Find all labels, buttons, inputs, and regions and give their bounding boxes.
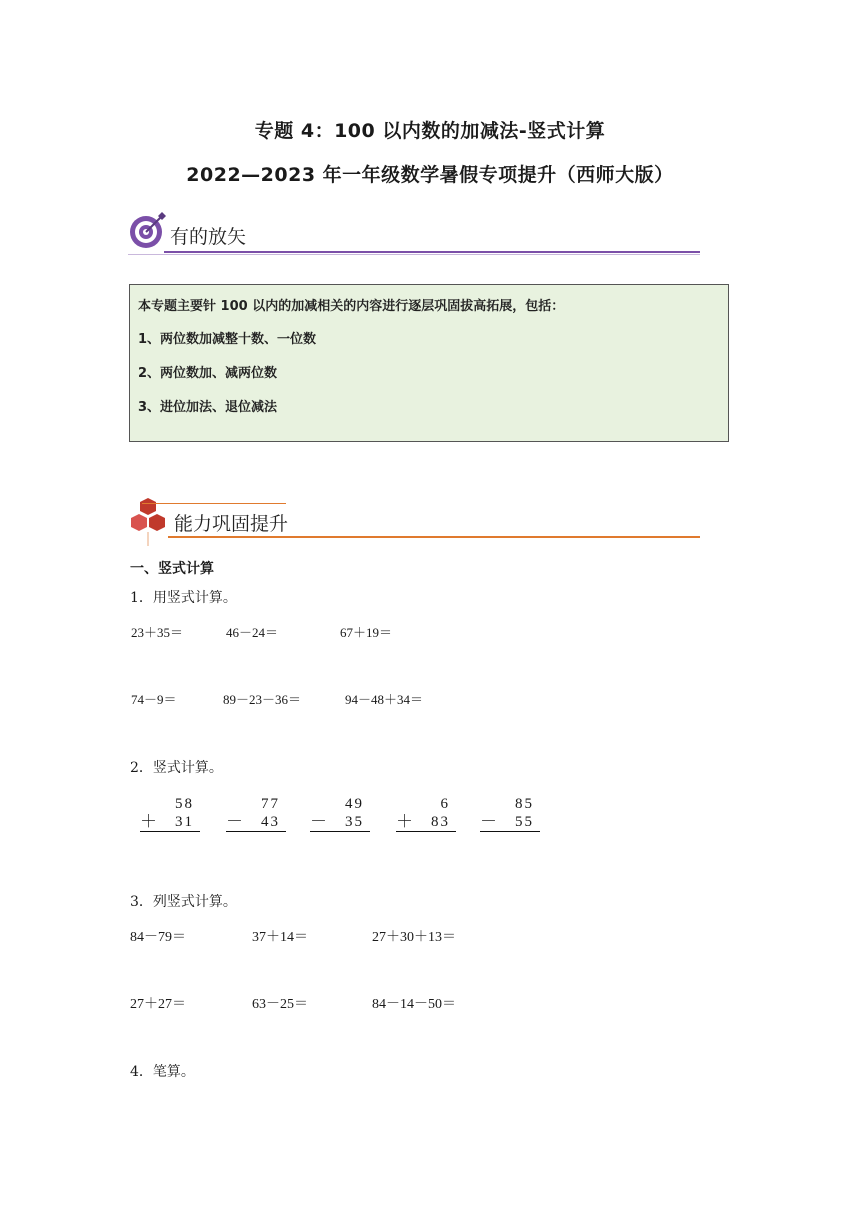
equation: 84－79＝	[130, 930, 186, 945]
page-title: 专题 4：100 以内数的加减法-竖式计算	[254, 120, 606, 142]
section-heading: 一、竖式计算	[130, 561, 214, 577]
target-icon	[128, 210, 168, 250]
vertical-top-number: 77	[261, 796, 280, 812]
equation: 74－9＝	[131, 692, 177, 707]
vertical-bottom-number: 35	[345, 814, 364, 830]
equation: 94－48＋34＝	[345, 692, 424, 707]
question-4-prompt: 4．笔算。	[130, 1064, 195, 1080]
banner-practice-rule	[168, 536, 700, 538]
equation: 46－24＝	[226, 625, 279, 640]
equation: 27＋27＝	[130, 997, 186, 1012]
summary-line: 1、两位数加减整十数、一位数	[138, 332, 317, 347]
vertical-bottom-number: 43	[261, 814, 280, 830]
vertical-bottom-number: 83	[431, 814, 450, 830]
equation: 89－23－36＝	[223, 692, 302, 707]
equation: 27＋30＋13＝	[372, 930, 456, 945]
summary-line: 3、进位加法、退位减法	[138, 400, 278, 415]
operator: ＋	[140, 812, 159, 831]
operator: －	[480, 812, 499, 831]
section-banner-goals	[128, 208, 700, 268]
summary-line: 2、两位数加、减两位数	[138, 366, 278, 381]
vertical-bottom-number: 31	[175, 814, 194, 830]
vertical-problem	[140, 795, 200, 832]
equation: 23＋35＝	[131, 625, 184, 640]
equation: 67＋19＝	[340, 625, 393, 640]
equation: 37＋14＝	[252, 930, 308, 945]
page-subtitle: 2022—2023 年一年级数学暑假专项提升（西师大版）	[186, 164, 674, 186]
question-3-prompt: 3．列竖式计算。	[130, 894, 237, 910]
vertical-problem	[310, 795, 370, 832]
vertical-problem	[396, 795, 456, 832]
vertical-bottom-number: 55	[515, 814, 534, 830]
summary-line: 本专题主要针 100 以内的加减相关的内容进行逐层巩固拔高拓展，包括：	[138, 299, 565, 314]
equation: 84－14－50＝	[372, 997, 456, 1012]
banner-goals-label: 有的放矢	[170, 226, 247, 248]
vertical-top-number: 49	[345, 796, 364, 812]
banner-practice-label: 能力巩固提升	[174, 513, 289, 535]
banner-goals-rule	[164, 251, 700, 253]
section-banner-practice	[128, 496, 700, 548]
vertical-problem	[226, 795, 286, 832]
vertical-top-number: 85	[515, 796, 534, 812]
banner-practice-topline	[142, 503, 286, 504]
operator: －	[310, 812, 329, 831]
equation: 63－25＝	[252, 997, 308, 1012]
question-1-prompt: 1．用竖式计算。	[130, 590, 237, 606]
vertical-top-number: 6	[440, 796, 450, 812]
question-2-prompt: 2．竖式计算。	[130, 760, 223, 776]
operator: －	[226, 812, 245, 831]
vertical-top-number: 58	[175, 796, 194, 812]
banner-goals-underline	[128, 254, 700, 255]
summary-box	[129, 284, 729, 442]
vertical-problem	[480, 795, 540, 832]
operator: ＋	[396, 812, 415, 831]
